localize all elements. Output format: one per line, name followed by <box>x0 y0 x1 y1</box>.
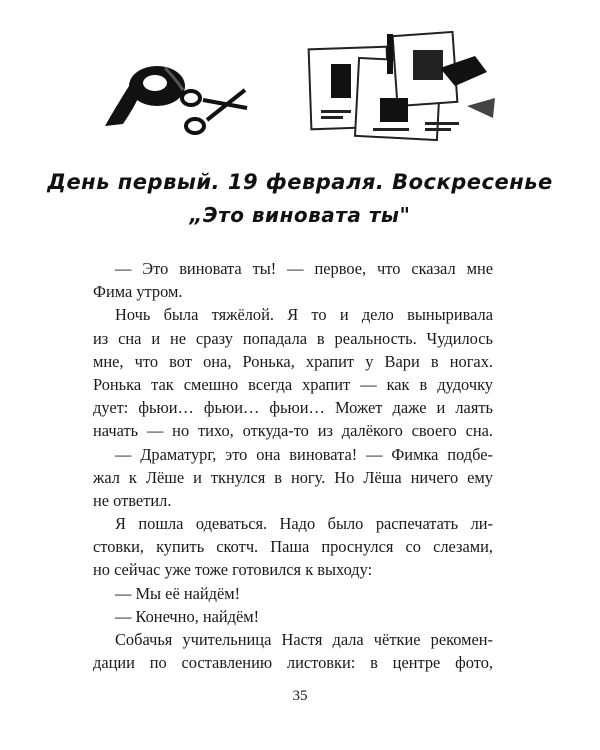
poster-sheets-icon <box>309 32 495 140</box>
text-line: Я пошла одеваться. Надо было распечатать ли- <box>115 514 493 534</box>
text-line: Ронька так смешно всегда храпит — как в дудочку <box>93 374 493 394</box>
page-number: 35 <box>292 688 308 704</box>
text-line: — Драматург, это она виновата! — Фимка подбе- <box>115 444 493 464</box>
text-line: дации по составлению листовки: в центре фото, <box>93 653 493 673</box>
text-line: стовки, купить скотч. Паша проснулся со слезами, <box>93 537 493 557</box>
text-line: — Мы её найдём! <box>115 583 241 603</box>
text-line: начать — но тихо, откуда-то из далёкого своего сна. <box>93 421 493 441</box>
text-line: жал к Лёше и ткнулся в ногу. Но Лёша ничего ему <box>93 467 493 487</box>
text-line: мне, что вот она, Ронька, храпит у Вари в ногах. <box>93 351 493 371</box>
text-line: — Конечно, найдём! <box>115 606 260 626</box>
text-line: но сейчас уже тоже готовился к выходу: <box>93 560 373 580</box>
text-line: Собачья учительница Настя дала чёткие рекомен- <box>115 630 493 649</box>
chapter-illustration <box>95 28 505 148</box>
chapter-title: День первый. 19 февраля. Воскресенье <box>47 170 553 194</box>
text-line: Фима утром. <box>93 282 183 302</box>
tape-roll-icon <box>105 66 185 126</box>
text-line: — Это виновата ты! — первое, что сказал мне <box>115 259 493 278</box>
scissors-icon <box>182 90 247 133</box>
text-line: из сна и не сразу попадала в реальность. Чудилось <box>93 328 493 348</box>
chapter-subtitle: „Это виновата ты" <box>189 203 411 227</box>
body-text <box>93 257 493 674</box>
text-line: Ночь была тяжёлой. Я то и дело выныривала <box>115 305 493 325</box>
text-line: не ответил. <box>93 490 172 510</box>
text-line: дует: фьюи… фьюи… фьюи… Может даже и лаять <box>93 398 493 418</box>
